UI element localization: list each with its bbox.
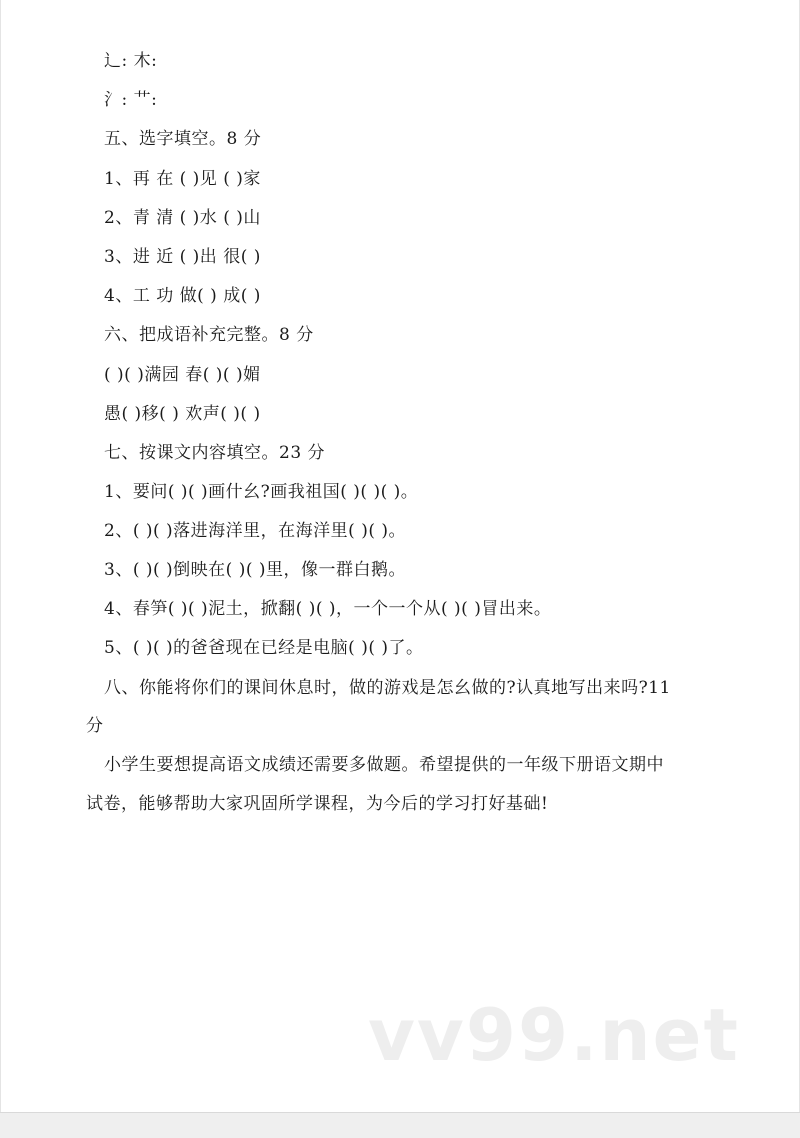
viewer-bottom-bar xyxy=(0,1112,800,1138)
section-7-item-3: 3、( )( )倒映在( )( )里，像一群白鹅。 xyxy=(104,560,406,580)
section-5-item-4: 4、工 功 做( ) 成( ) xyxy=(104,286,261,306)
radical-line-2: 氵: 艹: xyxy=(104,90,158,110)
section-7-item-1: 1、要问( )( )画什幺?画我祖国( )( )( )。 xyxy=(104,482,419,502)
section-6-item-1: ( )( )满园 春( )( )媚 xyxy=(104,365,261,385)
radical-line-1: 辶: 木: xyxy=(104,51,158,71)
section-7-item-5: 5、( )( )的爸爸现在已经是电脑( )( )了。 xyxy=(104,638,424,658)
closing-paragraph-line-2: 试卷，能够帮助大家巩固所学课程，为今后的学习打好基础! xyxy=(86,794,549,814)
section-7-heading: 七、按课文内容填空。23 分 xyxy=(104,443,326,463)
closing-paragraph-line-1: 小学生要想提高语文成绩还需要多做题。希望提供的一年级下册语文期中 xyxy=(104,755,664,775)
section-5-item-2: 2、青 清 ( )水 ( )山 xyxy=(104,208,261,228)
section-6-item-2: 愚( )移( ) 欢声( )( ) xyxy=(104,404,261,424)
section-5-heading: 五、选字填空。8 分 xyxy=(104,129,262,149)
section-5-item-3: 3、进 近 ( )出 很( ) xyxy=(104,247,261,267)
section-8-heading-continued: 分 xyxy=(86,716,104,736)
site-watermark: vv99.net xyxy=(368,993,740,1077)
section-5-item-1: 1、再 在 ( )见 ( )家 xyxy=(104,169,261,189)
section-6-heading: 六、把成语补充完整。8 分 xyxy=(104,325,314,345)
section-7-item-2: 2、( )( )落进海洋里，在海洋里( )( )。 xyxy=(104,521,406,541)
page-left-edge xyxy=(0,0,1,1112)
section-7-item-4: 4、春笋( )( )泥土，掀翻( )( )，一个一个从( )( )冒出来。 xyxy=(104,599,552,619)
section-8-heading: 八、你能将你们的课间休息时，做的游戏是怎幺做的?认真地写出来吗?11 xyxy=(104,678,671,698)
